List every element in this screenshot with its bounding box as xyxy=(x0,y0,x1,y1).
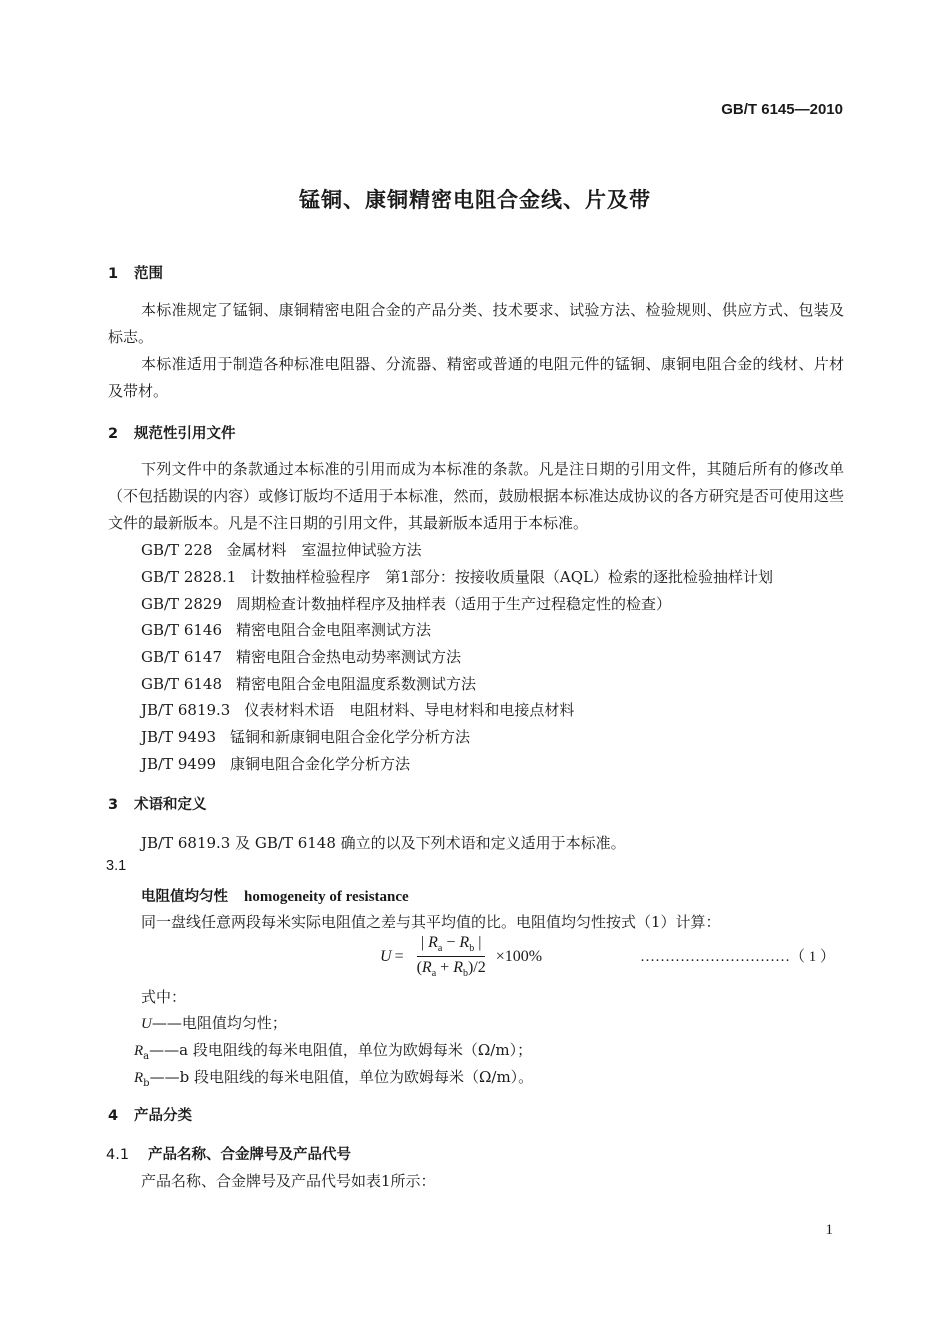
document-title: 锰铜、康铜精密电阻合金线、片及带 xyxy=(299,188,651,212)
where-item xyxy=(134,1039,532,1062)
reference-item xyxy=(141,646,461,667)
symbol: R xyxy=(134,1070,144,1086)
formula-1 xyxy=(380,934,542,979)
section-number: 4 xyxy=(108,1108,119,1124)
reference-item xyxy=(141,673,476,694)
section-title: 范围 xyxy=(134,266,163,282)
standard-code: GB/T 6145—2010 xyxy=(721,101,843,118)
subsection-4-1-heading xyxy=(106,1143,351,1164)
abs-bar-close: | xyxy=(478,934,482,951)
reference-title: 金属材料 室温拉伸试验方法 xyxy=(226,541,422,559)
term-chinese: 电阻值均匀性 xyxy=(141,889,228,905)
term-definition: 同一盘线任意两段每米实际电阻值之差与其平均值的比。电阻值均匀性按式（1）计算： xyxy=(141,913,721,931)
reference-code: GB/T 6146 xyxy=(141,621,223,639)
section-2-heading xyxy=(108,422,236,443)
section-number: 3 xyxy=(108,797,119,813)
minus-sign: − xyxy=(446,934,456,951)
section-title: 规范性引用文件 xyxy=(134,426,236,442)
symbol: R xyxy=(134,1043,144,1059)
var-r: R xyxy=(421,959,432,977)
reference-item xyxy=(141,699,574,720)
reference-code: GB/T 2829 xyxy=(141,595,223,613)
reference-item xyxy=(141,566,773,587)
section-3-heading xyxy=(108,793,207,814)
reference-title: 精密电阻合金热电动势率测试方法 xyxy=(236,648,462,666)
reference-item xyxy=(141,726,470,747)
formula-numerator xyxy=(417,934,485,957)
reference-title: 计数抽样检验程序 第1部分：按接收质量限（AQL）检索的逐批检验抽样计划 xyxy=(250,568,773,586)
reference-title: 精密电阻合金电阻温度系数测试方法 xyxy=(236,675,477,693)
formula-tail: ×100% xyxy=(495,947,543,965)
term-english: homogeneity of resistance xyxy=(244,889,409,905)
symbol-description: ——b 段电阻线的每米电阻值，单位为欧姆每米（Ω/m）。 xyxy=(149,1068,534,1086)
equation-number: （ 1 ） xyxy=(790,949,836,965)
reference-item xyxy=(141,539,421,560)
sub-b: b xyxy=(462,968,468,980)
subsection-number: 4.1 xyxy=(106,1147,130,1163)
formula-equals: = xyxy=(394,947,404,965)
sub-b: b xyxy=(469,943,475,955)
sub-a: a xyxy=(431,968,437,980)
reference-code: GB/T 228 xyxy=(141,541,213,559)
reference-title: 锰铜和新康铜电阻合金化学分析方法 xyxy=(230,728,471,746)
reference-code: GB/T 2828.1 xyxy=(141,568,237,586)
paren-open: ( xyxy=(416,959,422,977)
subsection-title: 产品名称、合金牌号及产品代号 xyxy=(148,1147,351,1163)
plus-sign: + xyxy=(440,959,450,977)
page-number: 1 xyxy=(825,1222,833,1238)
reference-code: GB/T 6148 xyxy=(141,675,223,693)
reference-item xyxy=(141,753,410,774)
reference-code: GB/T 6147 xyxy=(141,648,223,666)
symbol-description: ——电阻值均匀性； xyxy=(151,1014,287,1032)
equation-number-leader xyxy=(640,945,835,966)
symbol-subscript: b xyxy=(143,1078,150,1089)
reference-item xyxy=(141,593,671,614)
leader-dots: ………………………… xyxy=(640,949,790,965)
reference-code: JB/T 9493 xyxy=(141,728,217,746)
section-number: 1 xyxy=(108,266,119,282)
where-item xyxy=(134,1066,533,1089)
where-item xyxy=(141,1012,287,1033)
formula-fraction xyxy=(413,934,490,979)
subsection-4-1-text: 产品名称、合金牌号及产品代号如表1所示： xyxy=(141,1172,436,1190)
reference-title: 精密电阻合金电阻率测试方法 xyxy=(236,621,432,639)
symbol-subscript: a xyxy=(143,1051,150,1062)
reference-code: JB/T 6819.3 xyxy=(141,701,231,719)
reference-title: 康铜电阻合金化学分析方法 xyxy=(230,755,411,773)
var-r: R xyxy=(453,959,463,977)
section-number: 2 xyxy=(108,426,119,442)
paren-close-div: )/2 xyxy=(467,959,486,977)
reference-item xyxy=(141,619,431,640)
section-4-heading xyxy=(108,1104,192,1125)
section-3-intro: JB/T 6819.3 及 GB/T 6148 确立的以及下列术语和定义适用于本标准。 xyxy=(141,834,626,852)
symbol: U xyxy=(141,1016,152,1032)
section-1-heading xyxy=(108,262,163,283)
var-r: R xyxy=(459,934,470,951)
section-title: 术语和定义 xyxy=(134,797,207,813)
section-title: 产品分类 xyxy=(134,1108,192,1124)
sub-a: a xyxy=(437,943,443,955)
reference-code: JB/T 9499 xyxy=(141,755,217,773)
formula-lhs: U xyxy=(380,947,392,965)
abs-bar-open: | xyxy=(420,934,425,951)
section-2-intro: 下列文件中的条款通过本标准的引用而成为本标准的条款。凡是注日期的引用文件，其随后所有的修改单（不包括勘误的内容）或修订版均不适用于本标准，然而，鼓励根据本标准达成协议的各方研究是否可使用这些文件的最新版本。凡是不注日期的引用文件，其最新版本适用于本标准。 xyxy=(108,460,844,532)
subsection-3-1-number: 3.1 xyxy=(106,858,127,874)
formula-denominator xyxy=(413,957,490,979)
symbol-description: ——a 段电阻线的每米电阻值，单位为欧姆每米（Ω/m）； xyxy=(149,1041,533,1059)
reference-title: 周期检查计数抽样程序及抽样表（适用于生产过程稳定性的检查） xyxy=(236,595,672,613)
where-label: 式中： xyxy=(141,988,187,1006)
var-r: R xyxy=(428,934,438,951)
reference-title: 仪表材料术语 电阻材料、导电材料和电接点材料 xyxy=(244,701,575,719)
section-1-paragraph-2: 本标准适用于制造各种标准电阻器、分流器、精密或普通的电阻元件的锰铜、康铜电阻合金的线材、片材及带材。 xyxy=(108,355,844,400)
term-entry xyxy=(141,885,409,906)
section-1-paragraph-1: 本标准规定了锰铜、康铜精密电阻合金的产品分类、技术要求、试验方法、检验规则、供应方式、包装及标志。 xyxy=(108,301,844,346)
